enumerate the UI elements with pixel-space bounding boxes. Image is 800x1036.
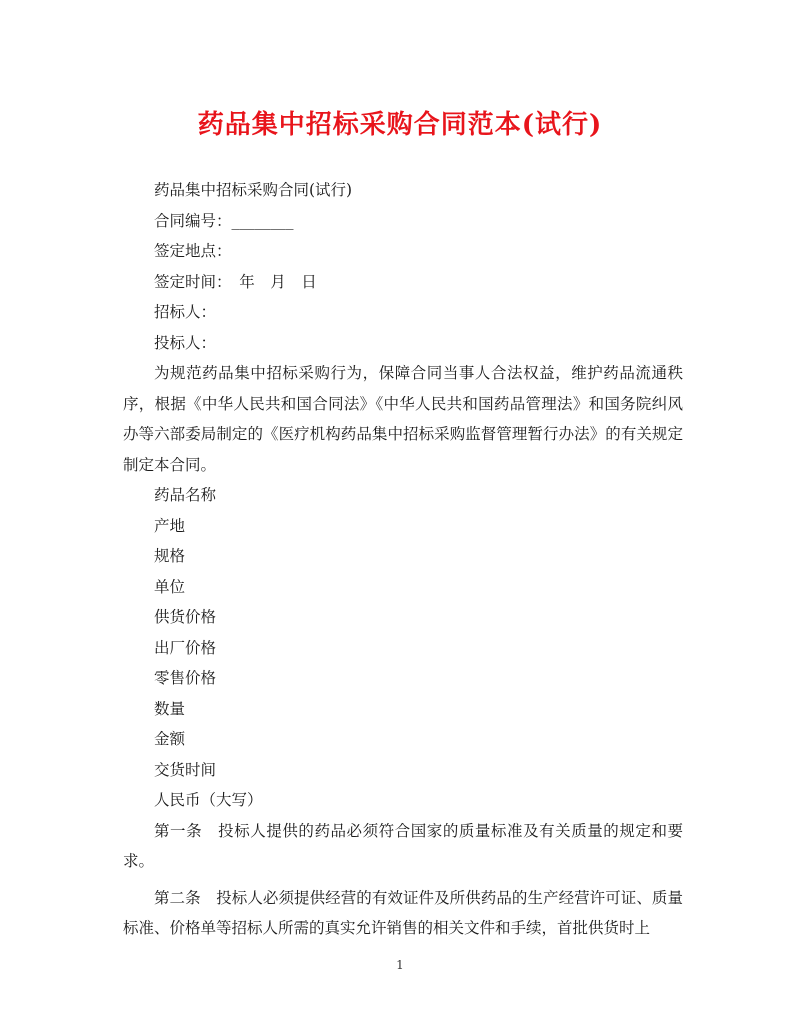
bidder-field: 投标人：	[154, 333, 217, 352]
list-item: 交货时间	[154, 760, 217, 779]
signing-time-field: 签定时间： 年 月 日	[154, 272, 317, 291]
article-1: 第一条 投标人提供的药品必须符合国家的质量标准及有关质量的规定和要求。	[123, 821, 683, 870]
list-item: 药品名称	[154, 486, 217, 504]
list-item: 零售价格	[154, 669, 217, 687]
tenderer-field: 招标人：	[154, 303, 217, 321]
list-item: 供货价格	[154, 608, 217, 626]
page-number: 1	[396, 958, 404, 972]
document-title: 药品集中招标采购合同范本(试行)	[197, 110, 603, 140]
list-item: 人民币（大写）	[154, 791, 263, 809]
signing-place-field: 签定地点：	[154, 242, 232, 260]
document-body	[123, 175, 683, 944]
list-item: 产地	[154, 516, 186, 535]
intro-paragraph: 为规范药品集中招标采购行为，保障合同当事人合法权益，维护药品流通秩序，根据《中华人民共和国合同法》《中华人民共和国药品管理法》和国务院纠风办等六部委局制定的《医疗机构药品集中招标采购监督管理暂行办法》的有关规定制定本合同。	[123, 364, 683, 474]
contract-heading: 药品集中招标采购合同(试行)	[154, 181, 353, 199]
list-item: 数量	[154, 699, 186, 718]
list-item: 出厂价格	[154, 638, 217, 657]
article-2: 第二条 投标人必须提供经营的有效证件及所供药品的生产经营许可证、质量标准、价格单等招标人所需的真实允许销售的相关文件和手续，首批供货时上	[123, 888, 683, 937]
list-item: 单位	[154, 577, 186, 596]
list-item: 规格	[154, 547, 186, 565]
list-item: 金额	[154, 730, 186, 748]
contract-number-field: 合同编号：________	[154, 211, 294, 230]
